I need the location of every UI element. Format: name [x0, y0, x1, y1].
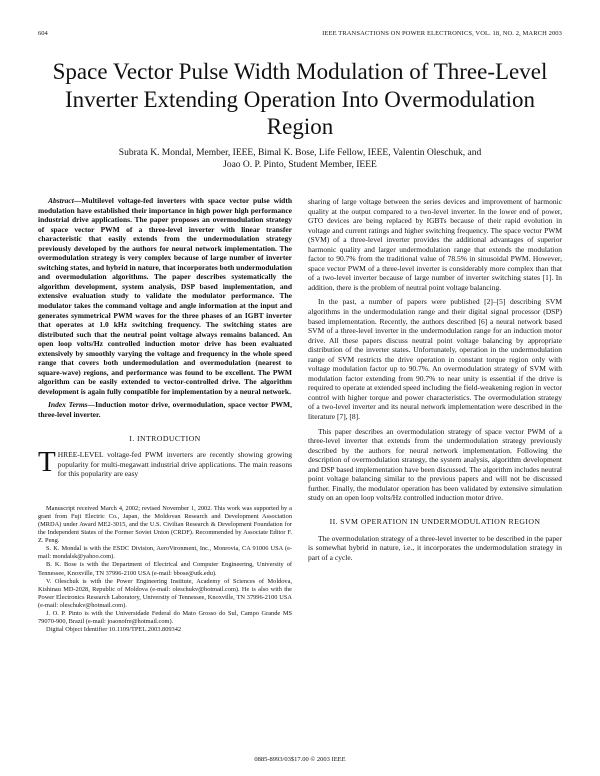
footnote: B. K. Bose is with the Department of Electrical and Computer Engineering, University of Tennessee, Knoxville, TN 37996-2100 USA (e-mail: bbose@utk.edu).	[38, 561, 292, 577]
index-terms	[38, 400, 292, 419]
body-paragraph: sharing of large voltage between the series devices and improvement of harmonic quality at the output compared to a two-level inverter. In the lower end of power, GTO devices are being replaced by IGBTs because of their rapid evolution in voltage and current ratings and higher switching frequency. The space vector PWM (SVM) of a three-level inverter provides the additional advantages of superior harmonic quality and larger undermodulation range that extends the modulation factor to 90.7% from the traditional value of 78.5% in sinusoidal PWM. However, space vector PWM of a three-level inverter is considerably more complex than that of a two-level inverter because of large number of inverter switching states [1]. In addition, there is the problem of neutral point voltage balancing.	[308, 197, 562, 292]
section-heading-svm: II. SVM OPERATION IN UNDERMODULATION REGION	[329, 516, 541, 526]
abstract-text: Multilevel voltage-fed inverters with space vector pulse width modulation have established their importance in high power high performance industrial drive applications. The paper proposes an overmodulation strategy of space vector PWM of a three-level inverter with linear transfer characteristic that easily extends from the undermodulation strategy previously developed by the authors for neural network implementation. The overmodulation strategy is very complex because of large number of inverter switching states, and hybrid in nature, that incorporates both undermodulation and overmodulation algorithms. The paper describes systematically the algorithm development, system analysis, DSP based implementation, and extensive evaluation study to validate the modulator performance. The modulator takes the command voltage and angle information at the input and generates symmetrical PWM waves for the three phases of an IGBT inverter that operates at 1.0 kHz switching frequency. The switching states are distributed such that the neutral point voltage always remains balanced. An open loop volts/Hz controlled induction motor drive has been evaluated extensively by smoothly varying the voltage and frequency in the whole speed range that covers both undermodulation and overmodulation (nearest to square-wave) regions, and performance was found to be excellent. The PWM algorithm can be easily extended to vector-controlled drive. The algorithm development is again fully compatible for implementation by a neural network.	[38, 196, 292, 396]
body-paragraph: The overmodulation strategy of a three-level inverter to be described in the paper is somewhat hybrid in nature, i.e., it incorporates the undermodulation strategy in part of a cycle.	[308, 533, 562, 562]
index-terms-text: Induction motor drive, overmodulation, space vector PWM, three-level inverter.	[38, 400, 292, 420]
intro-paragraph	[38, 446, 292, 479]
author-line-2: Joao O. P. Pinto, Student Member, IEEE	[223, 160, 377, 170]
footnote: J. O. P. Pinto is with the Universidade Federal do Mato Grosso do Sul, Campo Grande MS 79070-900, Brazil (e-mail: joaonofre@hotmail.com).	[38, 609, 292, 626]
section-heading-introduction: I. INTRODUCTION	[129, 433, 201, 443]
abstract	[38, 196, 292, 396]
right-column	[308, 197, 562, 562]
drop-cap: T	[38, 446, 56, 479]
footnote: V. Oleschuk is with the Power Engineering Institute, Academy of Sciences of Moldova, Kishinau MD-2028, Republic of Moldova (e-mail: oleschukv@hotmail.com). He is also with the Power Electronics Research Laboratory, University of Tennessee, Knoxville, TN 37996-2100 USA (e-mail: oleschukv@hotmail.com).	[38, 577, 292, 609]
author-line-1: Subrata K. Mondal, Member, IEEE, Bimal K. Bose, Life Fellow, IEEE, Valentin Oleschuk, and	[118, 148, 482, 158]
intro-text: HREE-LEVEL voltage-fed PWM inverters are recently showing growing popularity for multi-megawatt industrial drive applications. The main reasons for this popularity are easy	[57, 450, 292, 479]
body-paragraph: This paper describes an overmodulation strategy of space vector PWM of a three-level inverter that extends from the undermodulation strategy previously described by the authors for neural network implementation. Following the description of overmodulation strategy, the system analysis, algorithm development and DSP based implementation have been discussed. The algorithm includes neutral point voltage balancing similar to the previous papers and will not be discussed further. Finally, the modulator operation has been validated by extensive simulation study on an open loop volts/Hz controlled induction motor drive.	[308, 426, 562, 503]
footnote: S. K. Mondal is with the ESDC Division, AeroVironment, Inc., Monrovia, CA 91006 USA (e-mail: mondalsk@yahoo.com).	[38, 545, 292, 561]
abstract-label: Abstract—	[48, 196, 82, 205]
page-number: 604	[38, 30, 48, 37]
copyright-line: 0885-8993/03$17.00 © 2003 IEEE	[254, 756, 346, 763]
index-terms-label: Index Terms—	[48, 400, 96, 410]
left-column	[38, 196, 292, 634]
paper-title: Space Vector Pulse Width Modulation of Three-Level Inverter Extending Operation Into Overmodulation Region	[52, 59, 548, 139]
footnote: Manuscript received March 4, 2002; revised November 1, 2002. This work was supported by a grant from Fuji Electric Co., Japan, the Moldovan Research and Development Association (MRDA) under Award ME2-3015, and the U.S. Civilian Research & Development Foundation for the Independent States of the Former Soviet Union (CRDF). Recommended by Associate Editor F. Z. Peng.	[38, 504, 292, 545]
footnotes	[38, 505, 292, 635]
body-paragraph: In the past, a number of papers were published [2]–[5] describing SVM algorithms in the undermodulation range and their digital signal processor (DSP) based implementation. Recently, the authors described [6] a neural network based SVM of a three-level inverter in the undermodulation range for an induction motor drive. All these papers discuss neutral point voltage balancing by appropriate distribution of the inverter states. Unfortunately, operation in the undermodulation range of SVM restricts the drive operation in constant torque region only with voltage modulation factor up to 90.7%. An overmodulation strategy of SVM with modulation factor extending from 90.7% to near unity is essential if the drive is required to operate at extended speed including the field-weakening region in vector control with higher torque and power characteristics. The overmodulation strategy of a two-level inverter and its neural network implementation were described in the literature [7], [8].	[308, 297, 562, 422]
footnote-doi: Digital Object Identifier 10.1109/TPEL.2003.809342	[46, 626, 182, 634]
author-list	[40, 147, 560, 171]
journal-header: IEEE TRANSACTIONS ON POWER ELECTRONICS, VOL. 18, NO. 2, MARCH 2003	[322, 30, 562, 37]
